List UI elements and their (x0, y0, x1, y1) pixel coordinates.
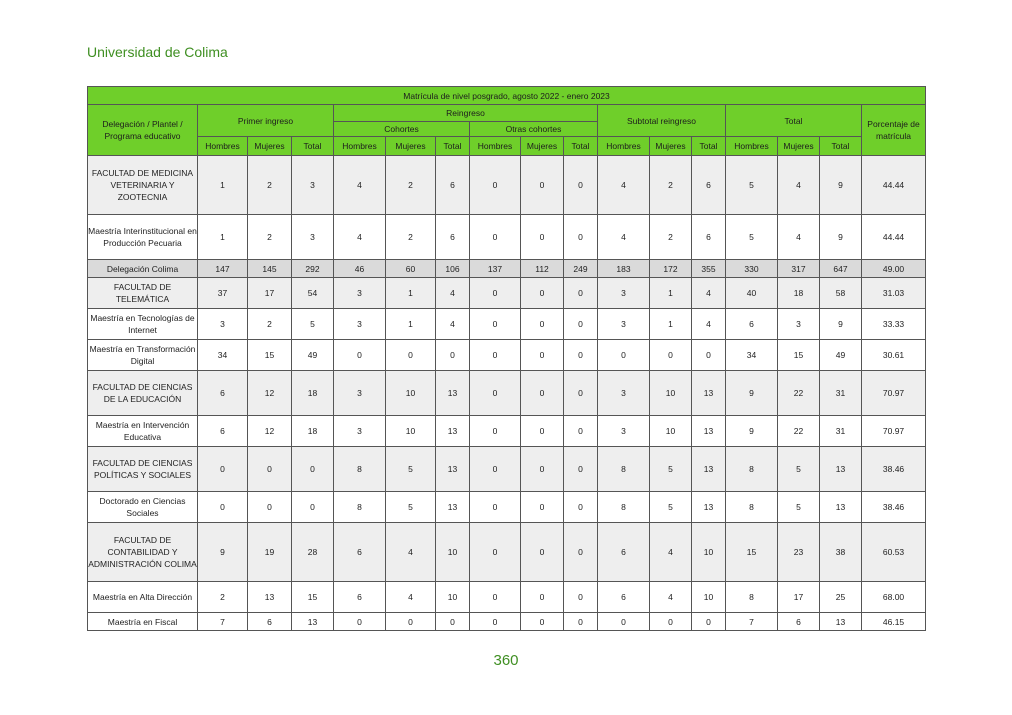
table-cell: 2 (248, 156, 292, 215)
table-cell: 5 (778, 492, 820, 523)
table-cell: 18 (292, 416, 334, 447)
table-cell: 13 (692, 492, 726, 523)
header-otras-cohortes: Otras cohortes (470, 122, 598, 137)
header-total: Total (726, 105, 862, 137)
header-total: Total (436, 137, 470, 156)
table-cell: 12 (248, 371, 292, 416)
table-cell: 49.00 (862, 260, 926, 278)
header-porcentaje: Porcentaje de matrícula (862, 105, 926, 156)
table-cell: 68.00 (862, 582, 926, 613)
table-row (88, 582, 926, 613)
table-cell: 3 (778, 309, 820, 340)
table-cell: 22 (778, 416, 820, 447)
table-cell: 38.46 (862, 492, 926, 523)
table-cell: 5 (650, 447, 692, 492)
table-cell: 0 (564, 371, 598, 416)
row-label: Delegación Colima (88, 260, 198, 278)
table-cell: 13 (820, 492, 862, 523)
table-cell: 3 (292, 156, 334, 215)
table-cell: 13 (436, 371, 470, 416)
table-cell: 30.61 (862, 340, 926, 371)
table-cell: 0 (386, 613, 436, 631)
table-cell: 3 (598, 309, 650, 340)
table-cell: 19 (248, 523, 292, 582)
table-cell: 112 (521, 260, 564, 278)
table-cell: 6 (692, 156, 726, 215)
table-row (88, 215, 926, 260)
table-cell: 0 (248, 492, 292, 523)
table-cell: 0 (470, 447, 521, 492)
table-cell: 0 (470, 340, 521, 371)
table-cell: 9 (726, 371, 778, 416)
table-cell: 0 (292, 447, 334, 492)
table-cell: 6 (778, 613, 820, 631)
table-cell: 0 (598, 613, 650, 631)
table-cell: 13 (692, 371, 726, 416)
table-cell: 8 (334, 447, 386, 492)
table-cell: 4 (778, 156, 820, 215)
enrollment-table (87, 86, 926, 631)
row-label: FACULTAD DE CIENCIAS POLÍTICAS Y SOCIALES (88, 447, 198, 492)
table-cell: 2 (386, 156, 436, 215)
table-cell: 3 (334, 309, 386, 340)
table-cell: 6 (248, 613, 292, 631)
table-cell: 15 (726, 523, 778, 582)
table-cell: 3 (598, 371, 650, 416)
table-cell: 13 (692, 416, 726, 447)
table-cell: 6 (334, 523, 386, 582)
table-cell: 3 (292, 215, 334, 260)
table-cell: 0 (248, 447, 292, 492)
row-label: Doctorado en Ciencias Sociales (88, 492, 198, 523)
table-cell: 0 (470, 582, 521, 613)
table-cell: 6 (692, 215, 726, 260)
table-cell: 0 (564, 215, 598, 260)
table-cell: 46 (334, 260, 386, 278)
table-cell: 4 (436, 309, 470, 340)
table-cell: 0 (470, 492, 521, 523)
table-cell: 3 (198, 309, 248, 340)
table-cell: 5 (386, 492, 436, 523)
header-mujeres: Mujeres (650, 137, 692, 156)
table-cell: 647 (820, 260, 862, 278)
table-title: Matrícula de nivel posgrado, agosto 2022 - enero 2023 (88, 87, 926, 105)
row-label: Maestría en Alta Dirección (88, 582, 198, 613)
table-cell: 145 (248, 260, 292, 278)
table-cell: 8 (598, 492, 650, 523)
row-label: Maestría en Transformación Digital (88, 340, 198, 371)
table-cell: 3 (598, 278, 650, 309)
table-cell: 0 (521, 523, 564, 582)
table-cell: 0 (470, 416, 521, 447)
header-mujeres: Mujeres (521, 137, 564, 156)
table-cell: 44.44 (862, 215, 926, 260)
table-cell: 0 (650, 340, 692, 371)
table-cell: 10 (650, 371, 692, 416)
table-cell: 0 (564, 492, 598, 523)
table-cell: 17 (778, 582, 820, 613)
table-cell: 0 (470, 523, 521, 582)
table-row (88, 613, 926, 631)
table-cell: 9 (820, 215, 862, 260)
table-cell: 3 (334, 416, 386, 447)
table-cell: 10 (386, 416, 436, 447)
table-cell: 2 (198, 582, 248, 613)
table-cell: 13 (692, 447, 726, 492)
table-cell: 106 (436, 260, 470, 278)
table-cell: 2 (248, 309, 292, 340)
table-cell: 2 (650, 156, 692, 215)
table-cell: 8 (726, 492, 778, 523)
table-cell: 9 (820, 309, 862, 340)
table-cell: 6 (198, 371, 248, 416)
table-cell: 4 (598, 156, 650, 215)
table-cell: 0 (292, 492, 334, 523)
table-cell: 6 (598, 582, 650, 613)
header-cohortes: Cohortes (334, 122, 470, 137)
table-cell: 6 (726, 309, 778, 340)
table-row (88, 447, 926, 492)
table-cell: 2 (386, 215, 436, 260)
table-cell: 1 (386, 278, 436, 309)
table-cell: 0 (198, 447, 248, 492)
table-row (88, 260, 926, 278)
table-row (88, 278, 926, 309)
table-cell: 7 (198, 613, 248, 631)
table-cell: 3 (334, 278, 386, 309)
table-cell: 0 (470, 215, 521, 260)
table-cell: 355 (692, 260, 726, 278)
table-cell: 4 (334, 215, 386, 260)
table-cell: 0 (521, 340, 564, 371)
header-total: Total (292, 137, 334, 156)
table-cell: 38.46 (862, 447, 926, 492)
table-cell: 8 (334, 492, 386, 523)
table-cell: 0 (470, 309, 521, 340)
table-cell: 40 (726, 278, 778, 309)
table-cell: 8 (726, 447, 778, 492)
table-cell: 5 (778, 447, 820, 492)
row-label: Maestría en Intervención Educativa (88, 416, 198, 447)
table-cell: 17 (248, 278, 292, 309)
table-cell: 10 (692, 582, 726, 613)
table-cell: 6 (436, 156, 470, 215)
table-cell: 0 (564, 613, 598, 631)
table-cell: 0 (564, 416, 598, 447)
row-label: Maestría Interinstitucional en Producción Pecuaria (88, 215, 198, 260)
table-cell: 292 (292, 260, 334, 278)
table-cell: 13 (820, 613, 862, 631)
header-mujeres: Mujeres (386, 137, 436, 156)
header-hombres: Hombres (598, 137, 650, 156)
table-cell: 37 (198, 278, 248, 309)
table-cell: 0 (386, 340, 436, 371)
table-cell: 0 (521, 371, 564, 416)
table-cell: 172 (650, 260, 692, 278)
table-cell: 49 (820, 340, 862, 371)
table-cell: 13 (292, 613, 334, 631)
table-cell: 1 (650, 278, 692, 309)
table-cell: 137 (470, 260, 521, 278)
row-label: FACULTAD DE MEDICINA VETERINARIA Y ZOOTECNIA (88, 156, 198, 215)
table-cell: 10 (692, 523, 726, 582)
table-cell: 13 (436, 492, 470, 523)
table-cell: 15 (778, 340, 820, 371)
row-label: Maestría en Fiscal (88, 613, 198, 631)
table-cell: 0 (436, 613, 470, 631)
header-total: Total (692, 137, 726, 156)
header-hombres: Hombres (470, 137, 521, 156)
table-cell: 5 (650, 492, 692, 523)
table-cell: 54 (292, 278, 334, 309)
table-cell: 46.15 (862, 613, 926, 631)
table-cell: 6 (198, 416, 248, 447)
table-cell: 317 (778, 260, 820, 278)
table-cell: 0 (564, 582, 598, 613)
table-cell: 10 (650, 416, 692, 447)
table-cell: 31.03 (862, 278, 926, 309)
table-cell: 0 (564, 278, 598, 309)
header-mujeres: Mujeres (778, 137, 820, 156)
table-cell: 3 (334, 371, 386, 416)
table-cell: 0 (650, 613, 692, 631)
table-cell: 12 (248, 416, 292, 447)
header-primer-ingreso: Primer ingreso (198, 105, 334, 137)
table-cell: 0 (564, 156, 598, 215)
table-cell: 0 (334, 340, 386, 371)
table-cell: 18 (292, 371, 334, 416)
table-cell: 28 (292, 523, 334, 582)
table-cell: 1 (386, 309, 436, 340)
table-cell: 25 (820, 582, 862, 613)
table-cell: 4 (692, 278, 726, 309)
table-cell: 38 (820, 523, 862, 582)
table-cell: 33.33 (862, 309, 926, 340)
institution-title: Universidad de Colima (87, 44, 228, 60)
table-row (88, 492, 926, 523)
table-cell: 0 (521, 156, 564, 215)
table-cell: 70.97 (862, 416, 926, 447)
header-hombres: Hombres (198, 137, 248, 156)
table-cell: 60.53 (862, 523, 926, 582)
table-cell: 0 (692, 340, 726, 371)
table-row (88, 156, 926, 215)
table-cell: 4 (436, 278, 470, 309)
table-cell: 13 (436, 416, 470, 447)
table-cell: 183 (598, 260, 650, 278)
table-cell: 2 (650, 215, 692, 260)
table-cell: 0 (521, 582, 564, 613)
table-row (88, 340, 926, 371)
table-cell: 4 (386, 582, 436, 613)
table-cell: 0 (692, 613, 726, 631)
table-cell: 0 (436, 340, 470, 371)
table-cell: 2 (248, 215, 292, 260)
table-cell: 4 (692, 309, 726, 340)
table-cell: 147 (198, 260, 248, 278)
table-cell: 1 (198, 156, 248, 215)
row-label: FACULTAD DE CONTABILIDAD Y ADMINISTRACIÓN COLIMA (88, 523, 198, 582)
table-cell: 0 (470, 156, 521, 215)
table-cell: 13 (248, 582, 292, 613)
table-cell: 49 (292, 340, 334, 371)
table-cell: 15 (248, 340, 292, 371)
table-cell: 6 (598, 523, 650, 582)
table-cell: 249 (564, 260, 598, 278)
table-cell: 0 (521, 416, 564, 447)
table-cell: 15 (292, 582, 334, 613)
page-number: 360 (493, 652, 519, 669)
table-row (88, 523, 926, 582)
table-cell: 0 (521, 492, 564, 523)
row-label: FACULTAD DE CIENCIAS DE LA EDUCACIÓN (88, 371, 198, 416)
table-cell: 0 (470, 613, 521, 631)
table-cell: 13 (436, 447, 470, 492)
table-cell: 0 (598, 340, 650, 371)
table-cell: 0 (334, 613, 386, 631)
table-cell: 31 (820, 371, 862, 416)
table-cell: 31 (820, 416, 862, 447)
table-cell: 4 (650, 523, 692, 582)
table-cell: 1 (650, 309, 692, 340)
table-cell: 0 (198, 492, 248, 523)
table-cell: 0 (521, 447, 564, 492)
table-cell: 0 (470, 278, 521, 309)
table-row (88, 371, 926, 416)
table-cell: 23 (778, 523, 820, 582)
table-cell: 58 (820, 278, 862, 309)
table-cell: 4 (598, 215, 650, 260)
header-total: Total (820, 137, 862, 156)
table-cell: 5 (726, 156, 778, 215)
row-label: FACULTAD DE TELEMÁTICA (88, 278, 198, 309)
table-cell: 0 (470, 371, 521, 416)
table-cell: 4 (778, 215, 820, 260)
header-hombres: Hombres (334, 137, 386, 156)
table-cell: 10 (436, 523, 470, 582)
header-reingreso: Reingreso (334, 105, 598, 122)
table-cell: 0 (564, 340, 598, 371)
table-cell: 60 (386, 260, 436, 278)
table-cell: 0 (521, 613, 564, 631)
table-cell: 9 (820, 156, 862, 215)
table-cell: 9 (198, 523, 248, 582)
table-cell: 1 (198, 215, 248, 260)
table-cell: 34 (726, 340, 778, 371)
sub-header-row (88, 137, 926, 156)
table-cell: 70.97 (862, 371, 926, 416)
table-cell: 5 (726, 215, 778, 260)
table-cell: 10 (386, 371, 436, 416)
table-cell: 5 (292, 309, 334, 340)
table-cell: 13 (820, 447, 862, 492)
table-cell: 3 (598, 416, 650, 447)
table-cell: 22 (778, 371, 820, 416)
header-hombres: Hombres (726, 137, 778, 156)
table-cell: 0 (521, 278, 564, 309)
table-cell: 5 (386, 447, 436, 492)
table-cell: 34 (198, 340, 248, 371)
table-row (88, 416, 926, 447)
table-cell: 0 (564, 309, 598, 340)
header-total: Total (564, 137, 598, 156)
table-cell: 6 (334, 582, 386, 613)
table-cell: 4 (334, 156, 386, 215)
table-cell: 8 (726, 582, 778, 613)
header-subtotal-reingreso: Subtotal reingreso (598, 105, 726, 137)
table-cell: 0 (564, 523, 598, 582)
table-cell: 9 (726, 416, 778, 447)
table-row (88, 309, 926, 340)
table-cell: 4 (386, 523, 436, 582)
table-cell: 44.44 (862, 156, 926, 215)
table-cell: 10 (436, 582, 470, 613)
row-label: Maestría en Tecnologías de Internet (88, 309, 198, 340)
table-cell: 0 (521, 215, 564, 260)
table-cell: 8 (598, 447, 650, 492)
header-delegacion: Delegación / Plantel / Programa educativo (88, 105, 198, 156)
table-cell: 4 (650, 582, 692, 613)
table-cell: 6 (436, 215, 470, 260)
table-cell: 330 (726, 260, 778, 278)
table-cell: 0 (521, 309, 564, 340)
table-body (88, 156, 926, 631)
header-mujeres: Mujeres (248, 137, 292, 156)
table-cell: 0 (564, 447, 598, 492)
table-cell: 7 (726, 613, 778, 631)
table-cell: 18 (778, 278, 820, 309)
